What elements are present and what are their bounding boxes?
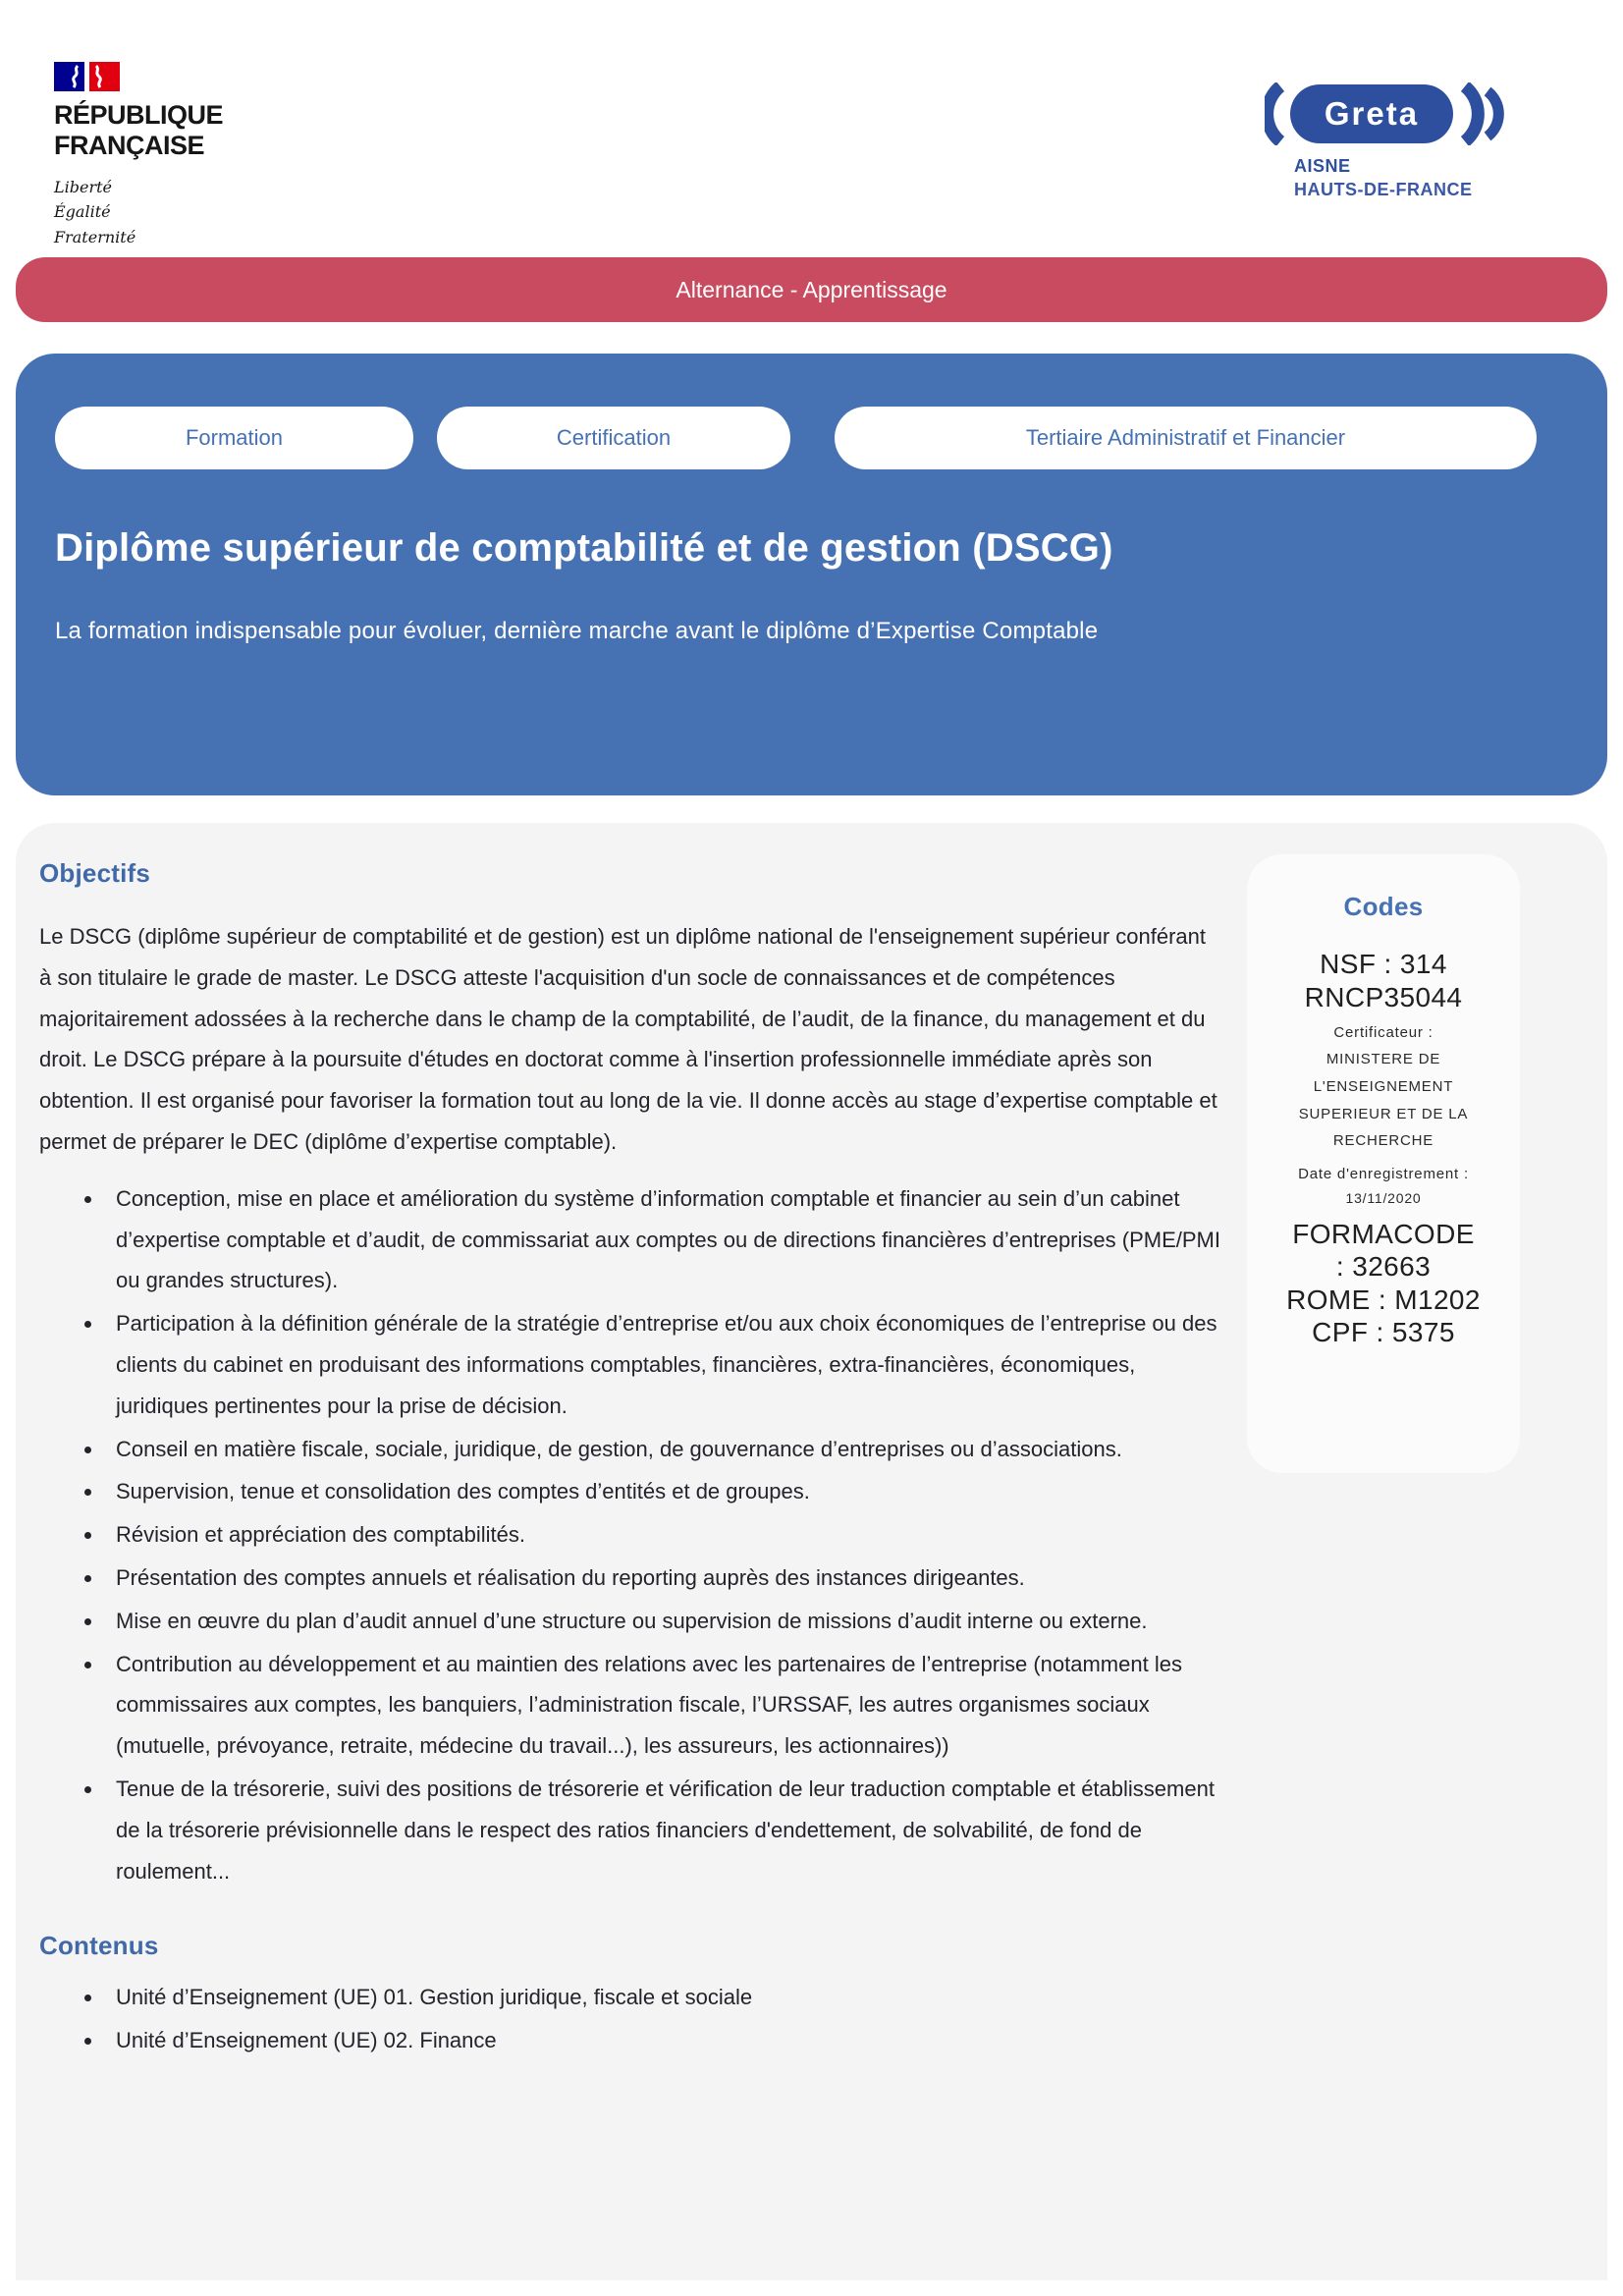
code-cpf: CPF : 5375 xyxy=(1312,1317,1455,1348)
list-item: • Contribution au développement et au maintien des relations avec les partenaires de l’entreprise (notamment les commissaires aux comptes, les banquiers, l’administration fiscale, l’URSSAF, les autres organismes sociaux (mutuelle, prévoyance, retraite, médecine du travail...), les assureurs, les actionnaires)) xyxy=(104,1644,1222,1767)
republique-francaise-logo xyxy=(54,61,223,249)
list-item: • Tenue de la trésorerie, suivi des positions de trésorerie et vérification de leur traduction comptable et établissement de la trésorerie prévisionnelle dans le respect des ratios financiers d'endettement, de solvabilité, de fond de roulement... xyxy=(104,1769,1222,1891)
greta-logo xyxy=(1265,82,1520,200)
rf-flag-icon xyxy=(54,61,121,92)
list-item: • Conseil en matière fiscale, sociale, juridique, de gestion, de gouvernance d’entreprises ou d’associations. xyxy=(104,1429,1222,1470)
main-column xyxy=(39,858,1222,2061)
contenus-list xyxy=(39,1977,1222,2061)
rf-motto-line: Égalité xyxy=(54,202,111,222)
page-subtitle: La formation indispensable pour évoluer, dernière marche avant le diplôme d’Expertise Comptable xyxy=(55,617,1099,644)
tag-row xyxy=(55,407,1568,469)
date-enregistrement-label: Date d'enregistrement : xyxy=(1298,1166,1469,1183)
greta-logo-icon xyxy=(1265,82,1510,145)
list-item: • Unité d’Enseignement (UE) 01. Gestion juridique, fiscale et sociale xyxy=(104,1977,1222,2018)
list-item: • Unité d’Enseignement (UE) 02. Finance xyxy=(104,2020,1222,2061)
rf-motto xyxy=(54,175,223,250)
objectifs-intro: Le DSCG (diplôme supérieur de comptabilité et de gestion) est un diplôme national de l'enseignement supérieur conférant à son titulaire le grade de master. Le DSCG atteste l'acquisition d'un socle de connaissances et de compétences majoritairement adossées à la recherche dans le champ de la comptabilité, de l’audit, de la finance, du management et du droit. Le DSCG prépare à la poursuite d'études en doctorat comme à l'insertion professionnelle immédiate après son obtention. Il est organisé pour favoriser la formation tout au long de la vie. Il donne accès au stage d’expertise comptable et permet de préparer le DEC (diplôme d’expertise comptable). xyxy=(39,924,1217,1154)
objectifs-heading: Objectifs xyxy=(39,858,151,888)
tag-certification[interactable]: Certification xyxy=(437,407,790,469)
list-item: • Participation à la définition générale de la stratégie d’entreprise et/ou aux choix économiques de l’entreprise ou des clients du cabinet en produisant des informations comptables, financières, extra-financières, économiques, juridiques pertinentes pour la prise de décision. xyxy=(104,1303,1222,1426)
code-nsf: NSF : 314 xyxy=(1320,949,1447,979)
codes-card xyxy=(1247,854,1520,1473)
codes-secondary xyxy=(1267,1218,1500,1349)
code-formacode: FORMACODE : 32663 xyxy=(1292,1218,1475,1283)
tag-formation[interactable]: Formation xyxy=(55,407,413,469)
certificateur-label: Certificateur : xyxy=(1333,1024,1434,1042)
tag-tertiaire[interactable]: Tertiaire Administratif et Financier xyxy=(835,407,1537,469)
list-item: • Conception, mise en place et amélioration du système d’information comptable et financier au sein d’un cabinet d’expertise comptable et d’audit, de commissariat aux comptes ou de directions financières d’entreprises (PME/PMI ou grandes structures). xyxy=(104,1178,1222,1301)
greta-region-aisne: AISNE xyxy=(1294,156,1351,176)
rf-motto-line: Fraternité xyxy=(54,227,136,246)
hero-panel xyxy=(16,354,1607,795)
contenus-heading: Contenus xyxy=(39,1931,159,1961)
code-rome: ROME : M1202 xyxy=(1286,1284,1481,1315)
certificateur-value: MINISTERE DE L'ENSEIGNEMENT SUPERIEUR ET DE LA RECHERCHE xyxy=(1298,1051,1469,1150)
codes-primary xyxy=(1267,948,1500,1013)
objectifs-list xyxy=(39,1178,1222,1892)
rf-motto-line: Liberté xyxy=(54,177,112,196)
list-item: • Mise en œuvre du plan d’audit annuel d’une structure ou supervision de missions d’audit interne ou externe. xyxy=(104,1601,1222,1642)
list-item: • Présentation des comptes annuels et réalisation du reporting auprès des instances dirigeantes. xyxy=(104,1558,1222,1599)
greta-brand-text: Greta xyxy=(1324,95,1420,132)
main-content-panel xyxy=(16,823,1607,2280)
page-title: Diplôme supérieur de comptabilité et de gestion (DSCG) xyxy=(55,526,1113,570)
list-item: • Supervision, tenue et consolidation des comptes d’entités et de groupes. xyxy=(104,1471,1222,1512)
list-item: • Révision et appréciation des comptabilités. xyxy=(104,1514,1222,1556)
date-enregistrement-value: 13/11/2020 xyxy=(1345,1190,1422,1207)
code-rncp: RNCP35044 xyxy=(1304,981,1463,1012)
rf-title-line1: RÉPUBLIQUE xyxy=(54,100,224,130)
rf-title-line2: FRANÇAISE xyxy=(54,130,205,160)
greta-region-hdf: HAUTS-DE-FRANCE xyxy=(1294,180,1473,199)
rf-title xyxy=(54,100,223,161)
codes-heading: Codes xyxy=(1343,892,1424,921)
page-header xyxy=(0,0,1623,257)
category-banner[interactable]: Alternance - Apprentissage xyxy=(16,257,1607,322)
